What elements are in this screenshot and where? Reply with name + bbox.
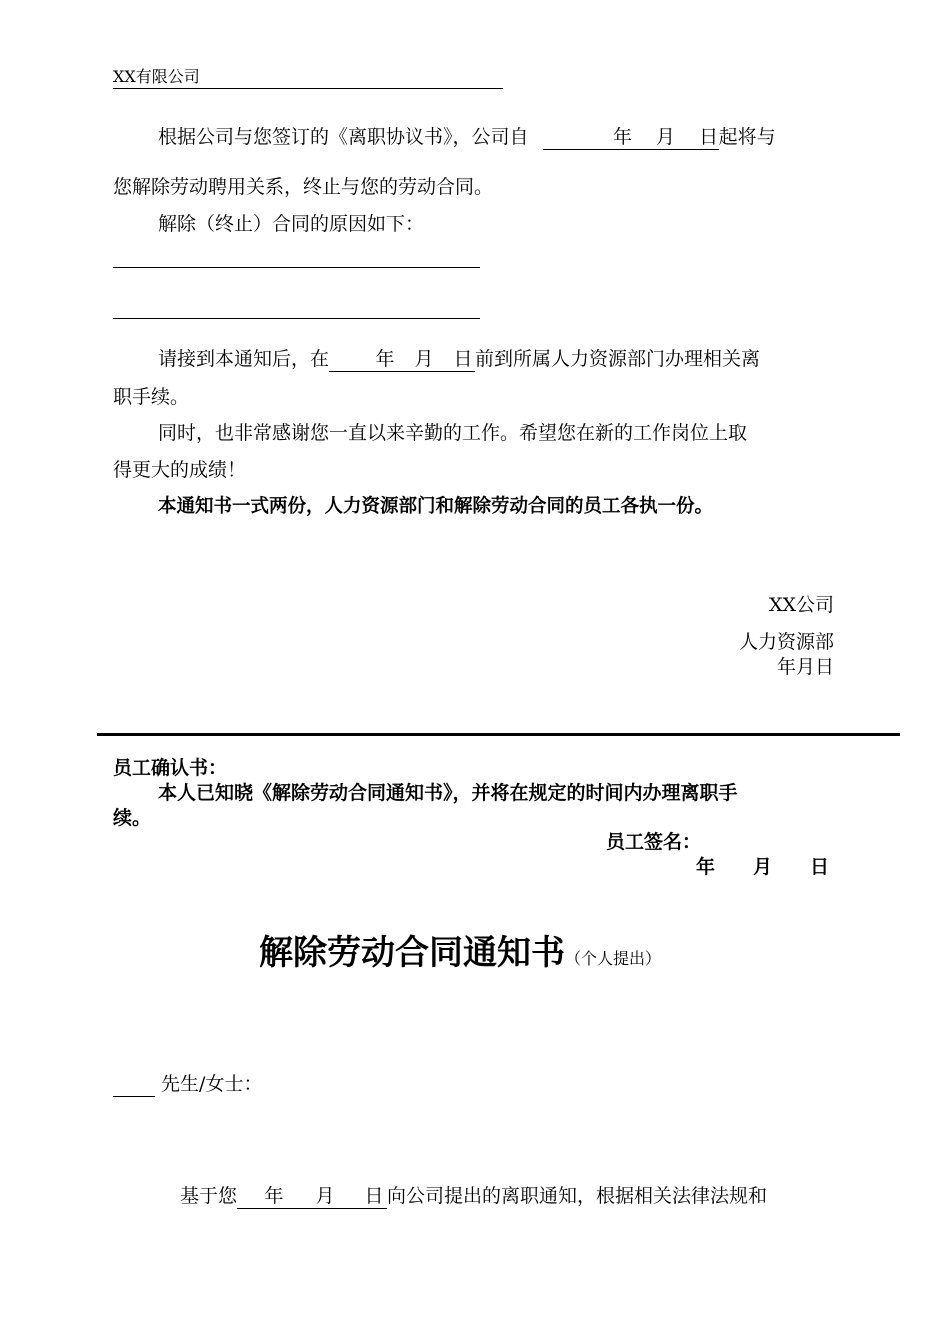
second-notice-title: 解除劳动合同通知书: [259, 933, 565, 973]
confirmation-title: 员工确认书：: [113, 757, 228, 779]
second-notice-heading: [259, 930, 661, 982]
effective-date-blank: 年 月 日: [543, 125, 719, 150]
second-notice-para: 基于您 年 月 日 向公司提出的离职通知，根据相关法律法规和: [180, 1185, 768, 1207]
salutation-text: 先生/女士：: [161, 1073, 263, 1095]
para1-suffix: 起将与: [718, 126, 776, 148]
signoff-department: 人力资源部: [738, 631, 834, 653]
reason-line-2: [113, 318, 480, 319]
para3-line2: 得更大的成绩！: [113, 459, 247, 481]
reason-line-1: [113, 267, 480, 268]
para1-line1: [158, 125, 776, 150]
resignation-date-blank: 年 月 日: [237, 1184, 387, 1209]
copies-statement: 本通知书一式两份，人力资源部门和解除劳动合同的员工各执一份。: [158, 496, 714, 517]
company-name: XX有限公司: [113, 66, 503, 89]
company-header: [113, 66, 503, 89]
para2-line1: [158, 347, 760, 372]
second-notice-subtitle: （个人提出）: [565, 949, 662, 968]
para1-line2: 您解除劳动聘用关系，终止与您的劳动合同。: [113, 176, 494, 198]
confirmation-date: 年 月 日: [696, 856, 830, 878]
reason-label: 解除（终止）合同的原因如下：: [158, 213, 425, 235]
name-blank: [113, 1072, 155, 1097]
signature-label: 员工签名：: [606, 831, 702, 853]
signoff-date: 年月日: [776, 656, 834, 678]
para1-prefix: 根据公司与您签订的《离职协议书》，公司自: [158, 126, 529, 148]
confirmation-line1: 本人已知晓《解除劳动合同通知书》，并将在规定的时间内办理离职手: [158, 782, 738, 804]
section-divider: [97, 733, 900, 736]
para2-prefix: 请接到本通知后，在: [158, 348, 330, 370]
para3-line1: 同时，也非常感谢您一直以来辛勤的工作。希望您在新的工作岗位上取: [158, 422, 748, 444]
deadline-date-blank: 年 月 日: [329, 347, 475, 372]
para2-suffix: 前到所属人力资源部门办理相关离: [475, 348, 761, 370]
signoff-company: XX公司: [768, 594, 834, 616]
confirmation-line2: 续。: [113, 807, 152, 829]
para2-line2: 职手续。: [113, 386, 190, 408]
salutation: [113, 1072, 262, 1097]
